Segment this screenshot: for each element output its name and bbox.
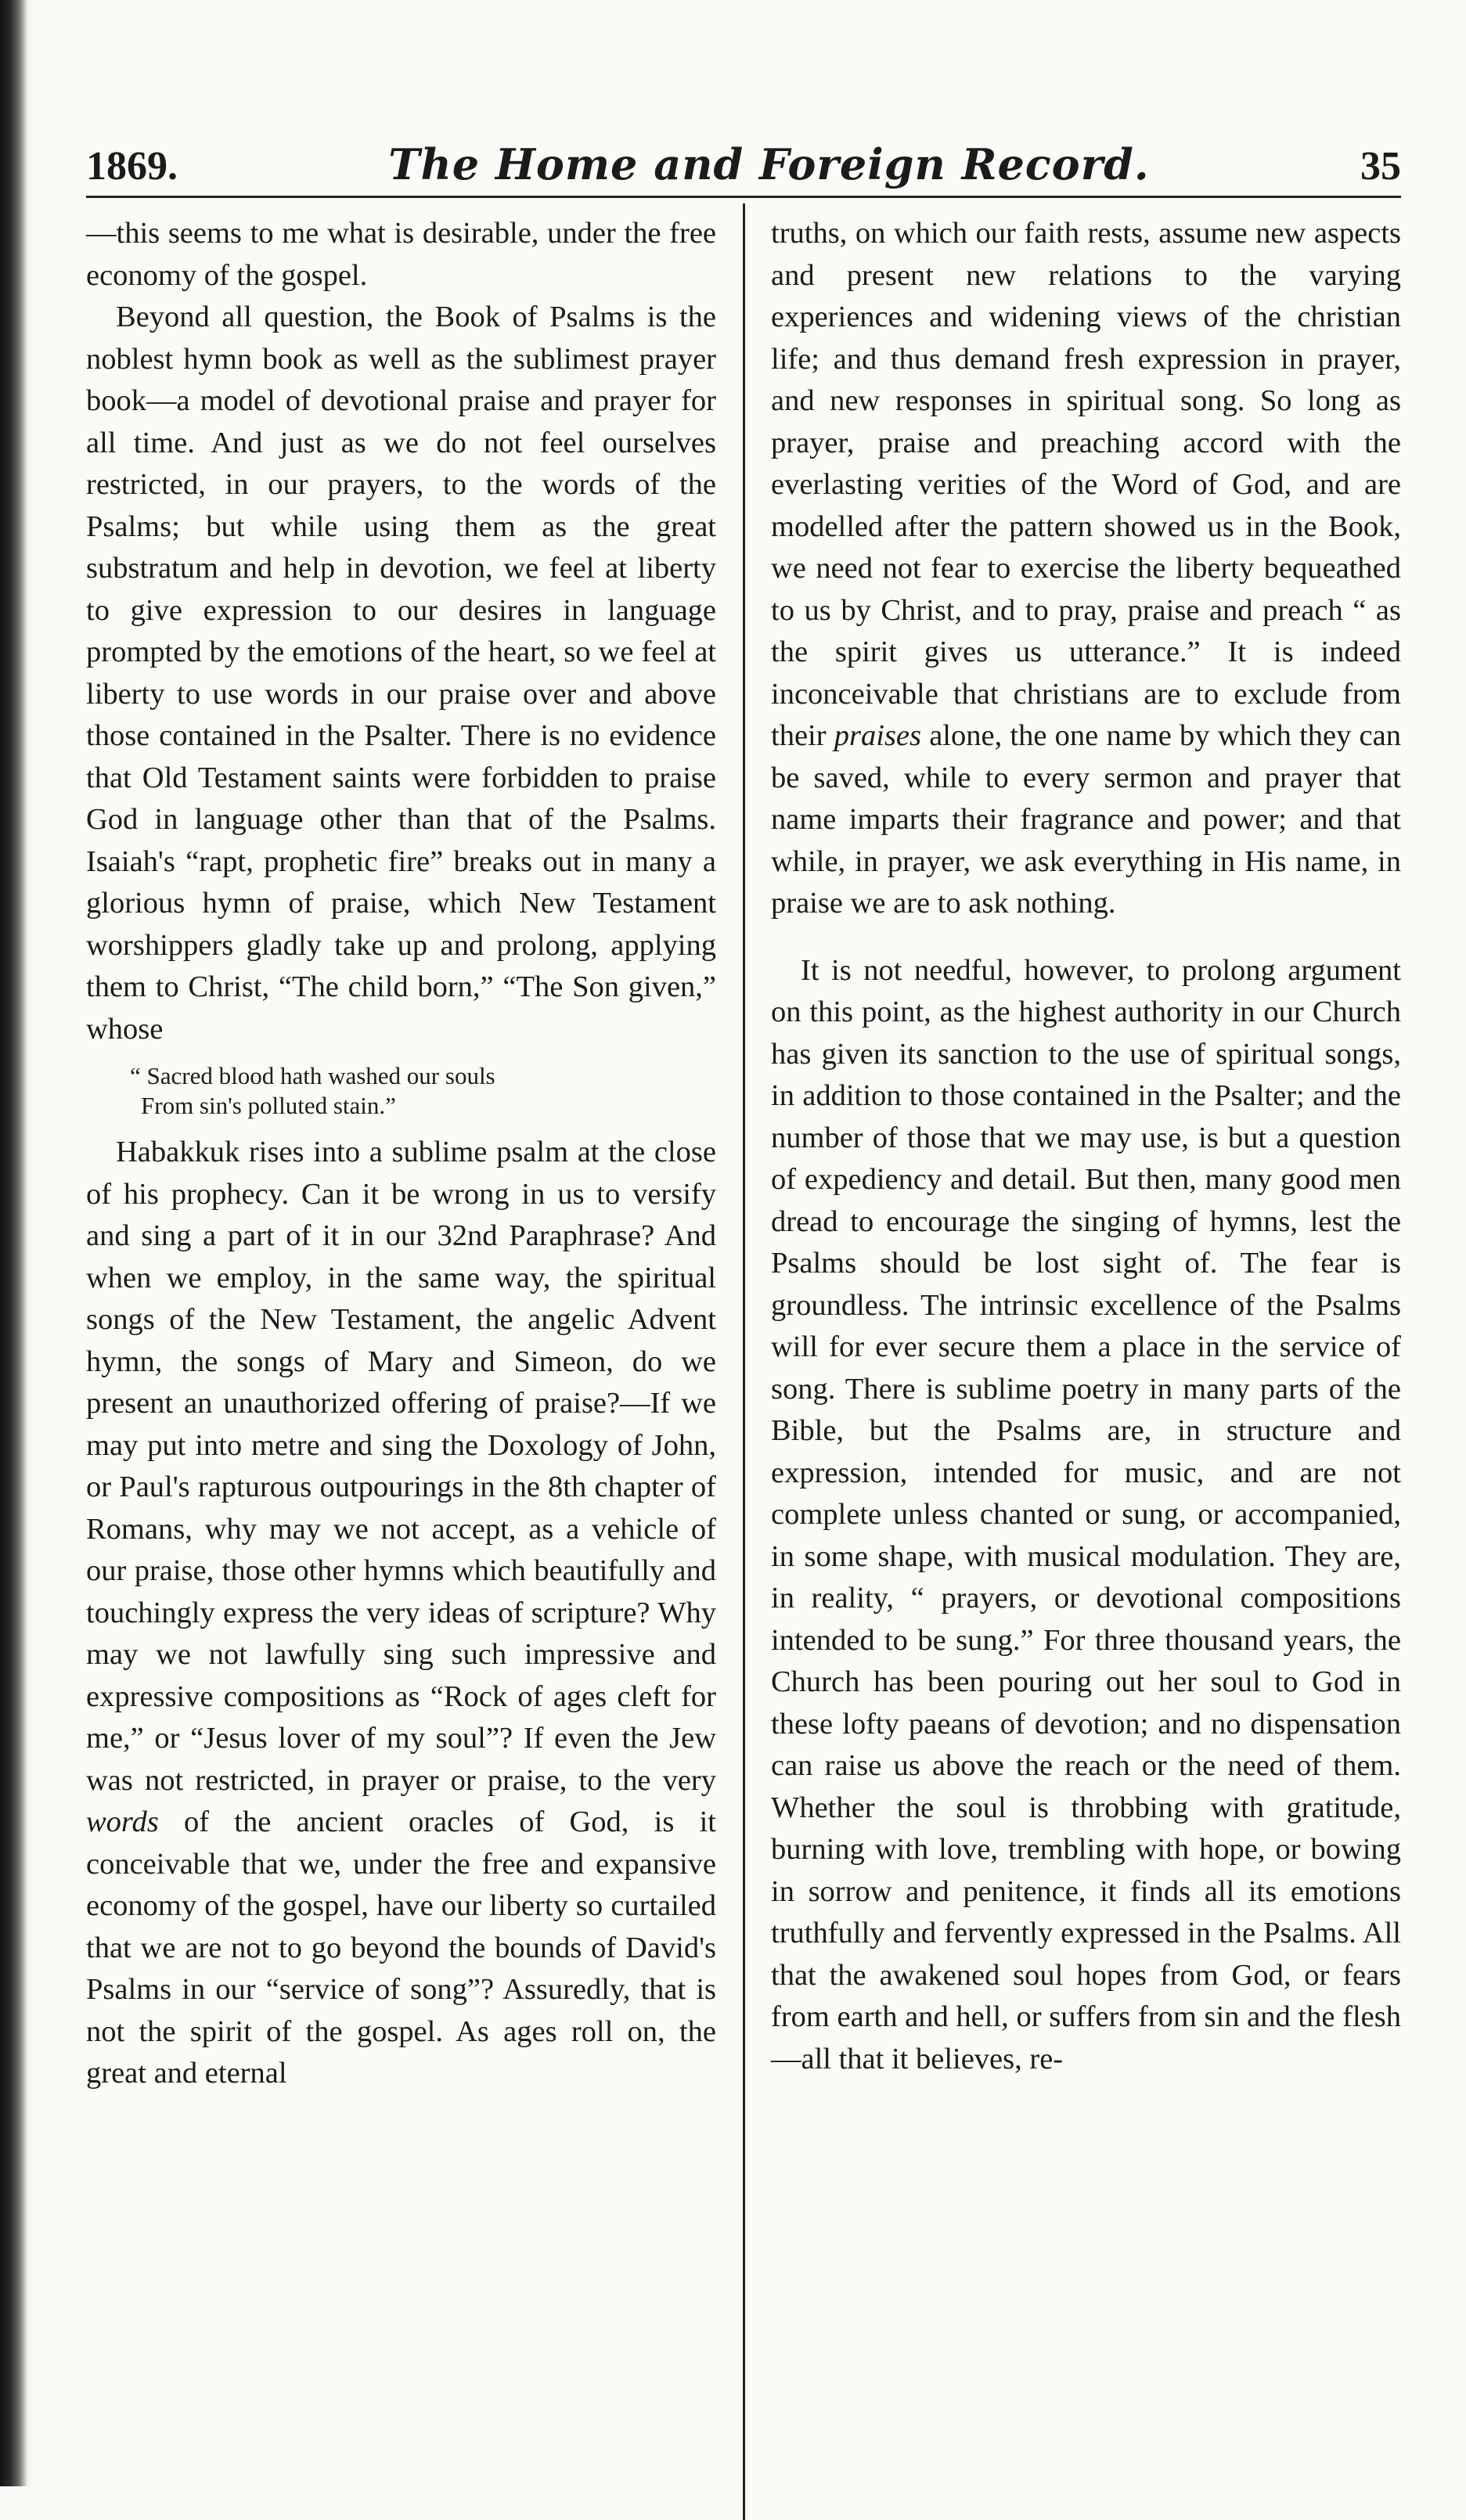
book-page bbox=[86, 117, 1401, 2457]
running-header bbox=[86, 117, 1401, 189]
header-title: The Home and Foreign Record. bbox=[388, 139, 1150, 189]
page-binding-edge bbox=[0, 0, 34, 2486]
paragraph-text: truths, on which our faith rests, assume new aspects and present new relations to the varying experiences and widening views of the christian life; and thus demand fresh expression in prayer, and new responses in spiritual song. So long as prayer, praise and preaching accord with the everlasting verities of the Word of God, and are modelled after the pattern showed us in the Book, we need not fear to exercise the liberty bequeathed to us by Christ, and to pray, praise and preach “ as the spirit gives us utterance.” It is indeed inconceivable that christians are to exclude from their bbox=[771, 217, 1401, 752]
paragraph bbox=[771, 213, 1401, 925]
text-columns bbox=[86, 213, 1401, 2457]
paragraph-text: Habakkuk rises into a sublime psalm at the close of his prophecy. Can it be wrong in us to versify and sing a part of it in our 32nd Paraphrase? And when we employ, in the same way, the spiritual songs of the New Testament, the angelic Advent hymn, the songs of Mary and Simeon, do we present an unauthorized offering of praise?—If we may put into metre and sing the Doxology of John, or Paul's rapturous outpourings in the 8th chapter of Romans, why may we not accept, as a vehicle of our praise, those other hymns which beautifully and touchingly express the very ideas of scripture? Why may we not lawfully sing such impressive and expressive compositions as “Rock of ages cleft for me,” or “Jesus lover of my soul”? If even the Jew was not restricted, in prayer or praise, to the very bbox=[86, 1136, 716, 1797]
italic-word: words bbox=[86, 1805, 159, 1838]
italic-word: praises bbox=[834, 719, 921, 752]
paragraph bbox=[86, 1132, 716, 2095]
header-rule bbox=[86, 196, 1401, 198]
paragraph: It is not needful, however, to prolong argument on this point, as the highest authority in our Church has given its sanction to the use of spiritual songs, in addition to those contained in the Psalter; and the number of those that we may use, is but a question of expediency and detail. But then, many good men dread to encourage the singing of hymns, lest the Psalms should be lost sight of. The fear is groundless. The intrinsic excellence of the Psalms will for ever secure them a place in the service of song. There is sublime poetry in many parts of the Bible, but the Psalms are, in structure and expression, intended for music, and are not complete unless chanted or sung, or accompanied, in some shape, with musical modulation. They are, in reality, “ prayers, or devotional compositions intended to be sung.” For three thousand years, the Church has been pouring out her soul to God in these lofty paeans of devotion; and no dispensation can raise us above the reach or the need of them. Whether the soul is throbbing with gratitude, burning with love, trembling with hope, or bowing in sorrow and penitence, it finds all its emotions truthfully and fervently expressed in the Psalms. All that the awakened soul hopes from God, or fears from earth and hell, or suffers from sin and the flesh—all that it believes, re- bbox=[771, 953, 1401, 2075]
paragraph-text: of the ancient oracles of God, is it conceivable that we, under the free and expansive economy of the gospel, have our liberty so curtailed that we are not to go beyond the bounds of David's Psalms in our “service of song”? Assuredly, that is not the spirit of the gospel. As ages roll on, the great and eternal bbox=[86, 1805, 716, 2090]
paragraph: Beyond all question, the Book of Psalms is the noblest hymn book as well as the sublimest prayer book—a model of devotional praise and prayer for all time. And just as we do not feel ourselves restricted, in our prayers, to the words of the Psalms; but while using them as the great substratum and help in devotion, we feel at liberty to give expression to our desires in language prompted by the emotions of the heart, so we feel at liberty to use words in our praise over and above those contained in the Psalter. There is no evidence that Old Testament saints were forbidden to praise God in language other than that of the Psalms. Isaiah's “rapt, prophetic fire” breaks out in many a glorious hymn of praise, which New Testament worshippers gladly take up and prolong, applying them to Christ, “The child born,” “The Son given,” whose bbox=[86, 301, 716, 1046]
column-divider bbox=[743, 203, 745, 2520]
page-number: 35 bbox=[1360, 144, 1401, 189]
paragraph-gap bbox=[771, 925, 1401, 950]
verse-line: “ Sacred blood hath washed our souls bbox=[130, 1062, 495, 1089]
header-year: 1869. bbox=[86, 144, 178, 189]
verse-line: From sin's polluted stain.” bbox=[141, 1092, 396, 1119]
paragraph-text: alone, the one name by which they can be saved, while to every sermon and prayer that name imparts their fragrance and power; and that while, in prayer, we ask everything in His name, in praise we are to ask nothing. bbox=[771, 719, 1401, 920]
right-column bbox=[771, 213, 1401, 2457]
verse-quote bbox=[130, 1061, 716, 1121]
paragraph: —this seems to me what is desirable, under the free economy of the gospel. bbox=[86, 217, 716, 292]
left-column bbox=[86, 213, 716, 2457]
